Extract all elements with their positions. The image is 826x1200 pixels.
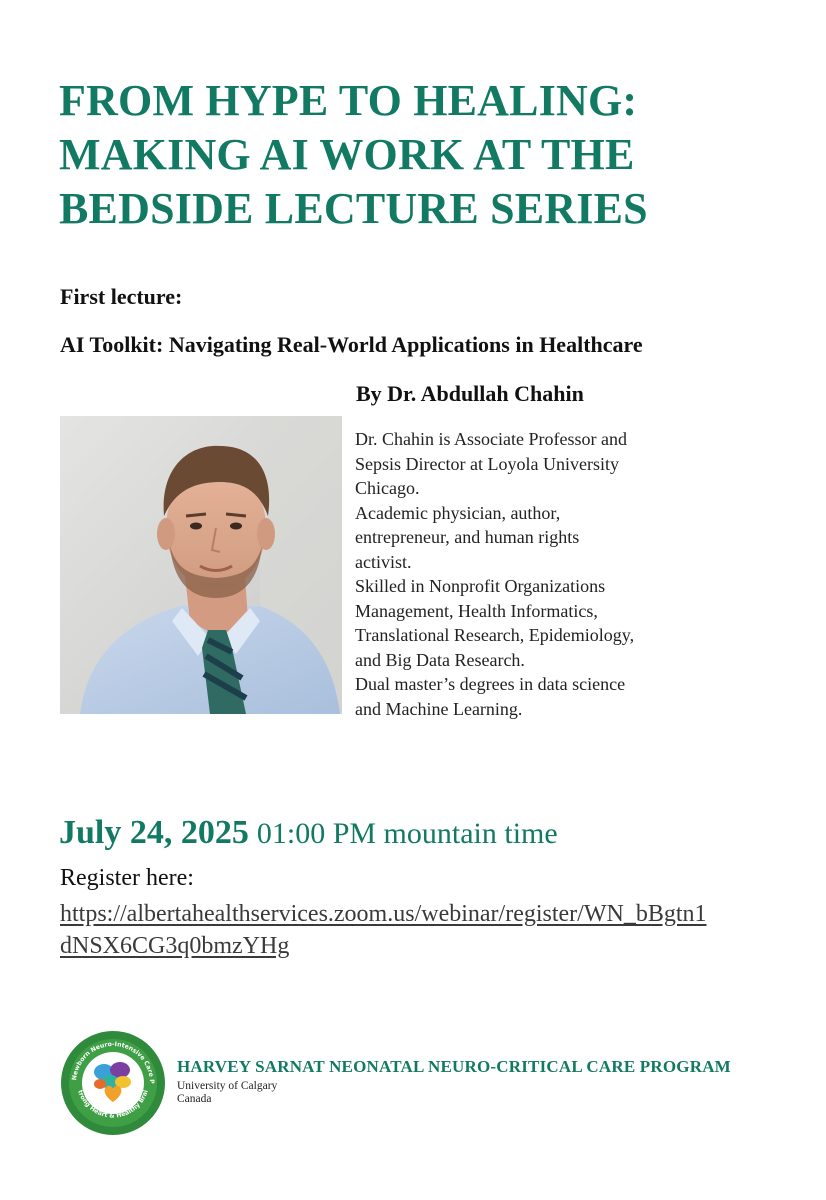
bio-line: Dr. Chahin is Associate Professor and	[355, 429, 627, 449]
lecture-title: AI Toolkit: Navigating Real-World Applications in Healthcare	[60, 332, 643, 357]
title-line: FROM HYPE TO HEALING:	[59, 76, 638, 125]
country-name: Canada	[177, 1093, 212, 1105]
event-date: July 24, 2025	[59, 814, 249, 851]
program-affiliation	[177, 1080, 277, 1106]
bio-line: Management, Health Informatics,	[355, 600, 598, 621]
registration-link-line[interactable]: https://albertahealthservices.zoom.us/webinar/register/WN_bBgtn1	[60, 901, 707, 927]
bio-line: Academic physician, author,	[355, 502, 561, 523]
program-name: HARVEY SARNAT NEONATAL NEURO-CRITICAL CARE PROGRAM	[177, 1057, 731, 1076]
program-logo	[60, 1030, 166, 1136]
bio-line: Dual master’s degrees in data science	[355, 674, 626, 694]
bio-line: Translational Research, Epidemiology,	[355, 625, 635, 645]
bio-line: Chicago.	[355, 478, 420, 498]
svg-text:Calgary Newborn Neuro-Intensiv: Newborn Neuro-Intensive Care P	[71, 1040, 156, 1084]
bio-line: Skilled in Nonprofit Organizations	[355, 576, 606, 596]
speaker-byline: By Dr. Abdullah Chahin	[356, 381, 584, 406]
bio-line: and Big Data Research.	[355, 649, 525, 670]
speaker-photo	[60, 416, 342, 714]
event-time: 01:00 PM mountain time	[256, 817, 558, 850]
title-line: MAKING AI WORK AT THE	[59, 130, 635, 179]
speaker-bio	[355, 427, 715, 721]
bio-line: Sepsis Director at Loyola University	[355, 453, 619, 474]
event-datetime	[59, 814, 558, 852]
svg-text:Strong Heart & Healthy Brain: trong Heart & Healthy Brai	[76, 1089, 150, 1120]
page-title	[59, 74, 779, 236]
bio-line: entrepreneur, and human rights	[355, 527, 580, 547]
university-name: University of Calgary	[177, 1080, 278, 1092]
registration-link[interactable]	[60, 898, 707, 962]
bio-line: and Machine Learning.	[355, 698, 523, 719]
register-label: Register here:	[60, 865, 194, 891]
registration-link-line[interactable]: dNSX6CG3q0bmzYHg	[60, 933, 290, 959]
bio-line: activist.	[355, 551, 412, 572]
lecture-label: First lecture:	[60, 284, 183, 309]
title-line: BEDSIDE LECTURE SERIES	[59, 184, 648, 233]
